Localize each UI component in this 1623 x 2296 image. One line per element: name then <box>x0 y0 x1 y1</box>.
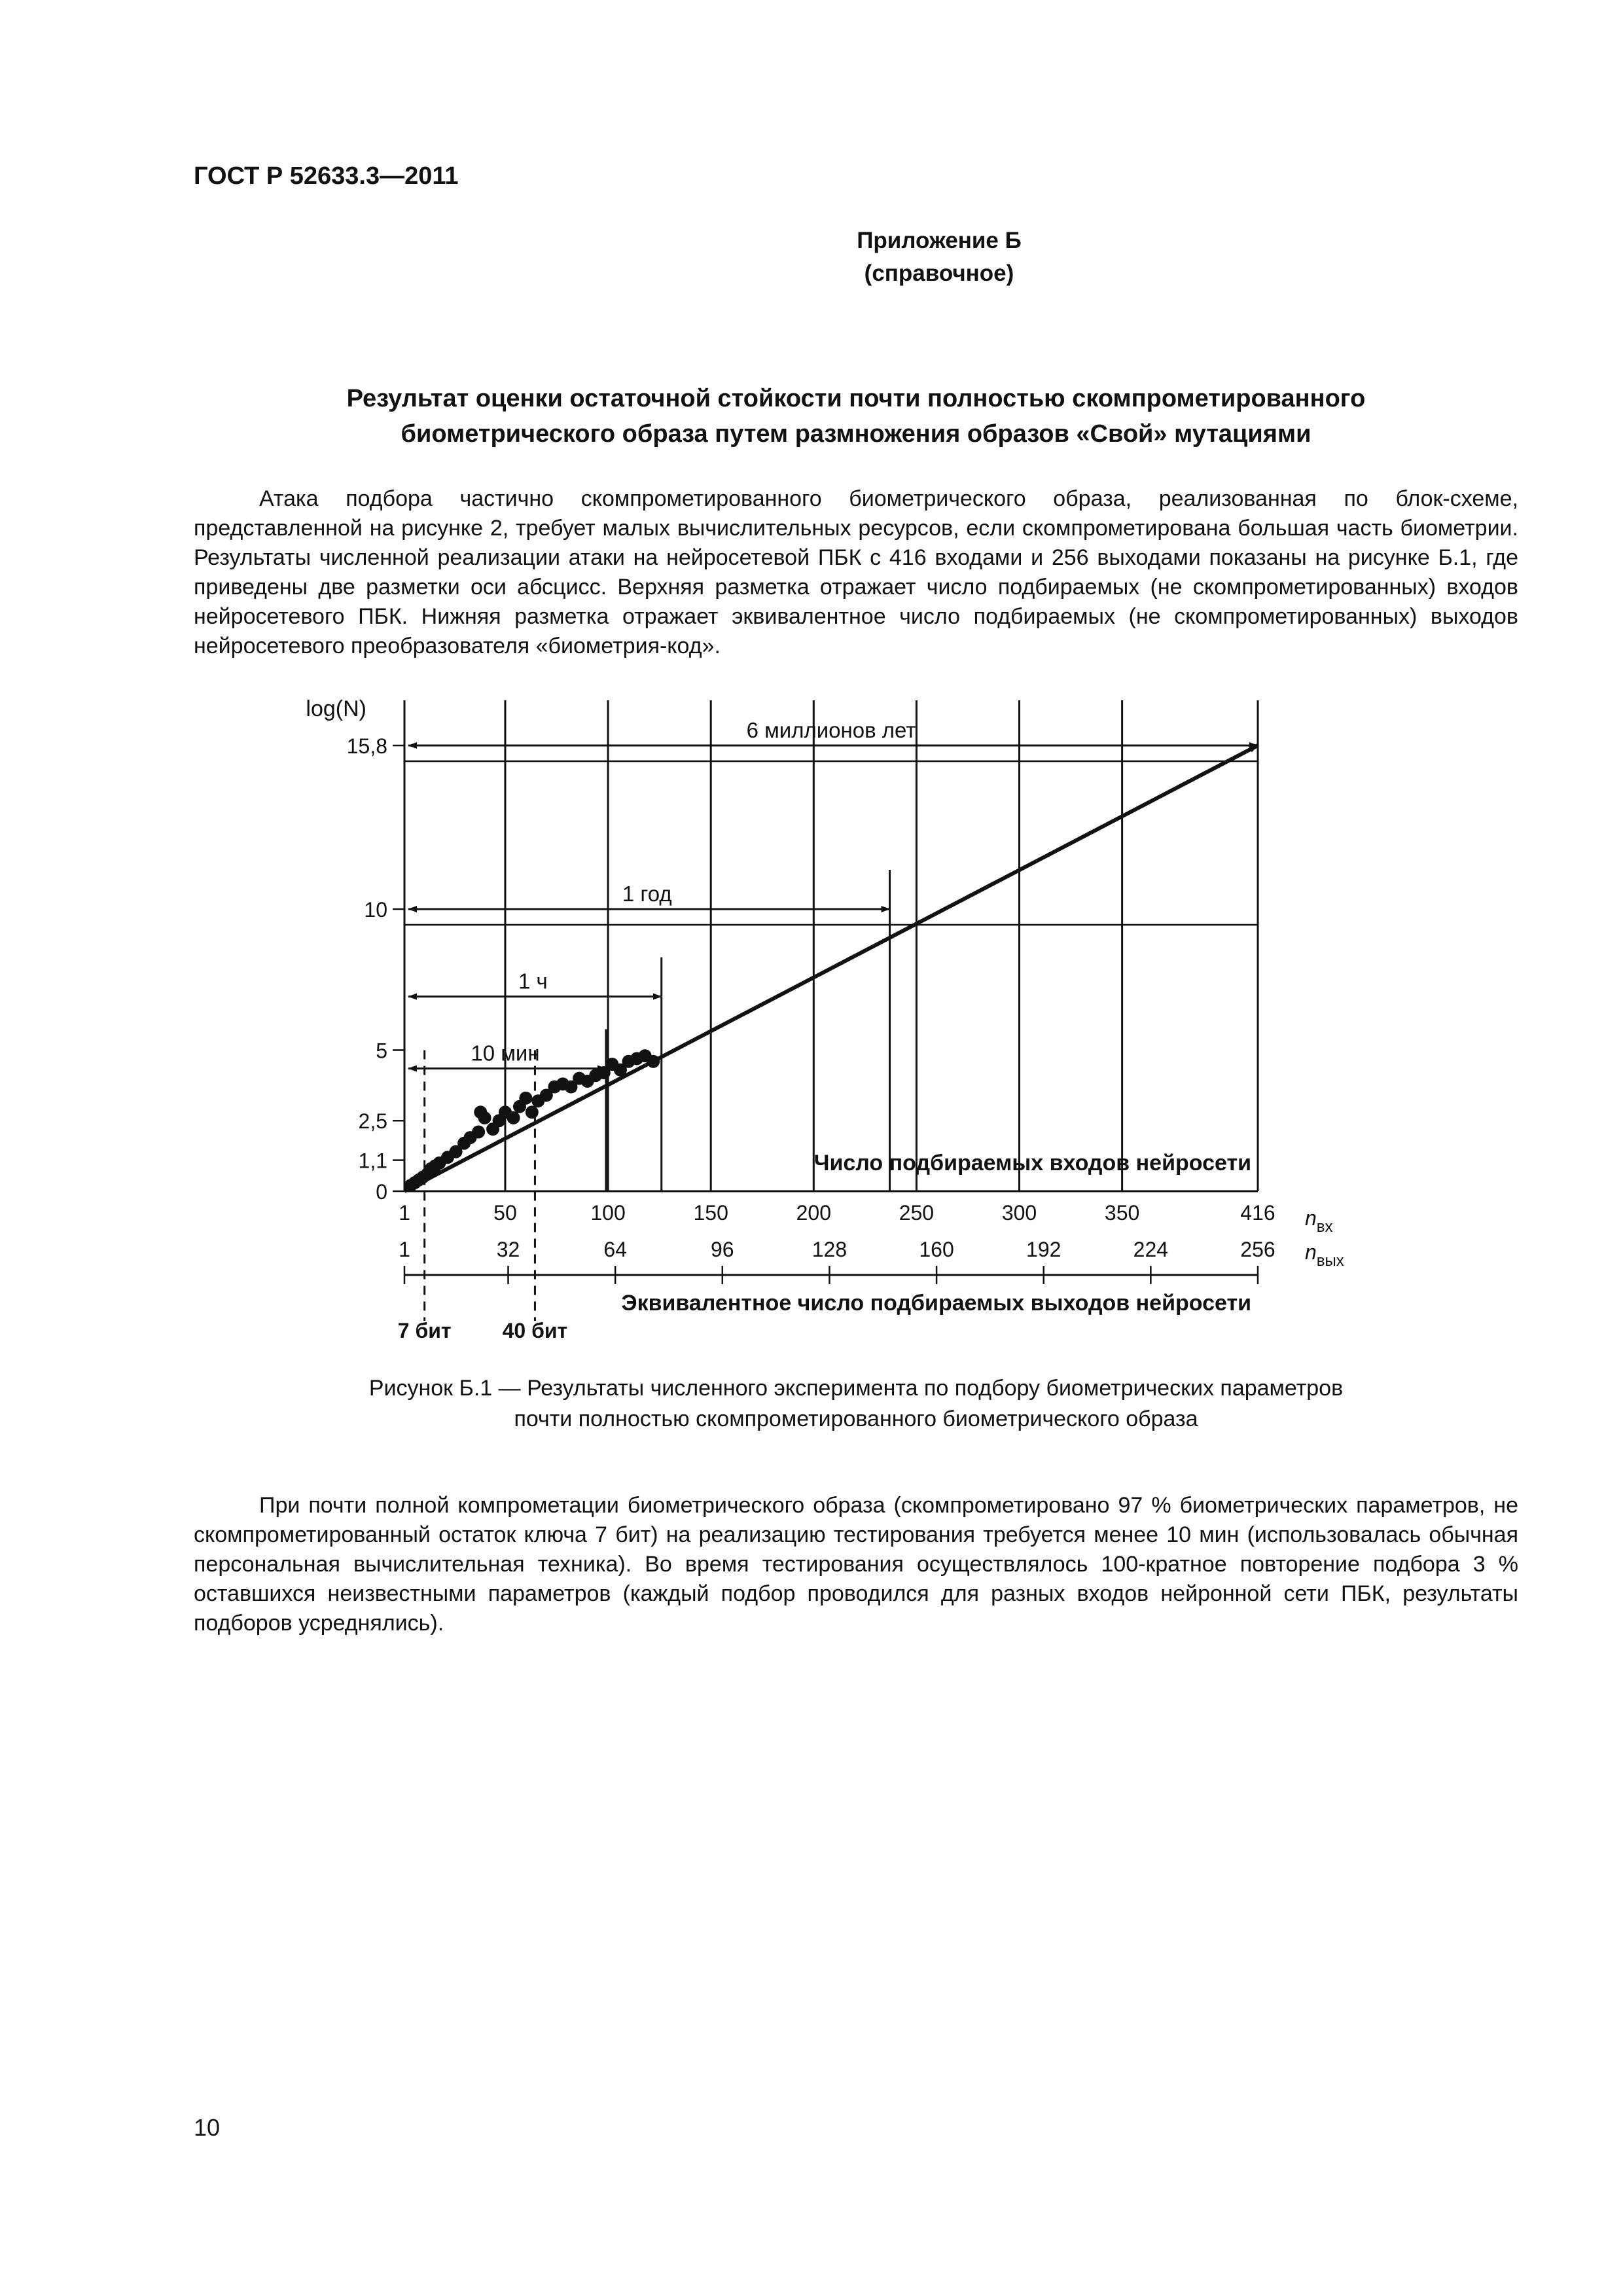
figure-caption-line1: Рисунок Б.1 — Результаты численного эксперимента по подбору биометрических параметров <box>368 1376 1344 1401</box>
y-tick-label: 15,8 <box>346 734 387 758</box>
annotation-label: 1 ч <box>518 969 548 994</box>
top-axis-name-sub: вх <box>1316 1218 1333 1236</box>
data-point <box>472 1125 485 1138</box>
y-tick-label: 1,1 <box>358 1149 387 1173</box>
top-axis-caption: Число подбираемых входов нейросети <box>813 1151 1251 1175</box>
figure-caption-line2: почти полностью скомпрометированного биометрического образа <box>514 1407 1198 1431</box>
top-x-tick-label: 300 <box>1001 1201 1037 1225</box>
y-tick-label: 2,5 <box>358 1109 387 1134</box>
top-x-tick-label: 50 <box>493 1201 517 1225</box>
top-axis-name: $n_{вх}$ <box>1305 1206 1333 1236</box>
y-tick-label: 10 <box>364 897 387 922</box>
data-point <box>519 1092 532 1105</box>
bit-marker-label: 40 бит <box>502 1319 568 1342</box>
bottom-axis-name-sub: вых <box>1316 1252 1344 1270</box>
top-x-tick-label: 416 <box>1240 1201 1275 1225</box>
data-point <box>647 1055 660 1068</box>
bottom-x-tick-label: 192 <box>1026 1238 1061 1261</box>
bit-marker-label: 7 бит <box>397 1319 452 1342</box>
bottom-axis-caption: Эквивалентное число подбираемых выходов нейросети <box>621 1291 1251 1316</box>
section-title-line1: Результат оценки остаточной стойкости почти полностью скомпрометированного <box>346 385 1366 412</box>
top-x-tick-label: 350 <box>1104 1201 1140 1225</box>
annotation-label: 1 год <box>622 881 672 906</box>
bottom-x-tick-label: 160 <box>919 1238 954 1261</box>
top-x-tick-label: 200 <box>796 1201 831 1225</box>
conclusion-paragraph: При почти полной компрометации биометрического образа (скомпрометировано 97 % биометрических параметров, не скомпрометированный остаток ключа 7 бит) на реализацию тестирования требуется менее 10 мин (использовалась обычная персональная вычислительная техника). Во время тестирования осуществлялось 100-кратное повторение подбора 3 % оставшихся неизвестными параметров (каждый подбор проводился для разных входов нейронной сети ПБК, результаты подборов усреднялись). <box>194 1493 1518 1636</box>
bottom-x-tick-label: 128 <box>812 1238 847 1261</box>
bottom-x-tick-label: 32 <box>496 1238 520 1261</box>
annex-subtitle: (справочное) <box>864 260 1014 286</box>
y-tick-label: 5 <box>376 1039 387 1063</box>
annex-title: Приложение Б <box>857 228 1022 253</box>
bottom-axis-name: $n_{вых}$ <box>1305 1240 1344 1270</box>
bottom-x-tick-label: 256 <box>1240 1238 1275 1261</box>
figure-caption <box>194 1373 1518 1435</box>
data-point <box>474 1105 487 1119</box>
top-x-tick-label: 150 <box>693 1201 728 1225</box>
bottom-x-tick-label: 1 <box>399 1238 410 1261</box>
bottom-x-tick-label: 64 <box>603 1238 627 1261</box>
document-header: ГОСТ Р 52633.3—2011 <box>194 162 459 190</box>
annotation-label: 10 мин <box>471 1041 540 1066</box>
top-x-tick-label: 1 <box>399 1201 410 1225</box>
bottom-x-tick-label: 224 <box>1133 1238 1169 1261</box>
annotation-label: 6 миллионов лет <box>746 717 916 742</box>
top-x-tick-label: 100 <box>590 1201 626 1225</box>
y-tick-label: 0 <box>376 1180 387 1204</box>
data-point <box>507 1111 520 1124</box>
intro-paragraph: Атака подбора частично скомпрометированного биометрического образа, реализованная по блок-схеме, представленной на рисунке 2, требует малых вычислительных ресурсов, если скомпрометирована большая часть биометрии. Результаты численной реализации атаки на нейросетевой ПБК с 416 входами и 256 выходами показаны на рисунке Б.1, где приведены две разметки оси абсцисс. Верхняя разметка отражает число подбираемых (не скомпрометированных) входов нейросетевого ПБК. Нижняя разметка отражает эквивалентное число подбираемых (не скомпрометированных) выходов нейросетевого преобразователя «биометрия-код». <box>194 486 1518 658</box>
bottom-x-tick-label: 96 <box>711 1238 734 1261</box>
data-point <box>526 1105 539 1119</box>
top-x-tick-label: 250 <box>899 1201 935 1225</box>
section-title-line2: биометрического образа путем размножения образов «Свой» мутациями <box>401 420 1311 448</box>
page-number: 10 <box>194 2114 221 2141</box>
trend-line <box>404 745 1258 1191</box>
y-axis-label: log(N) <box>306 696 366 721</box>
